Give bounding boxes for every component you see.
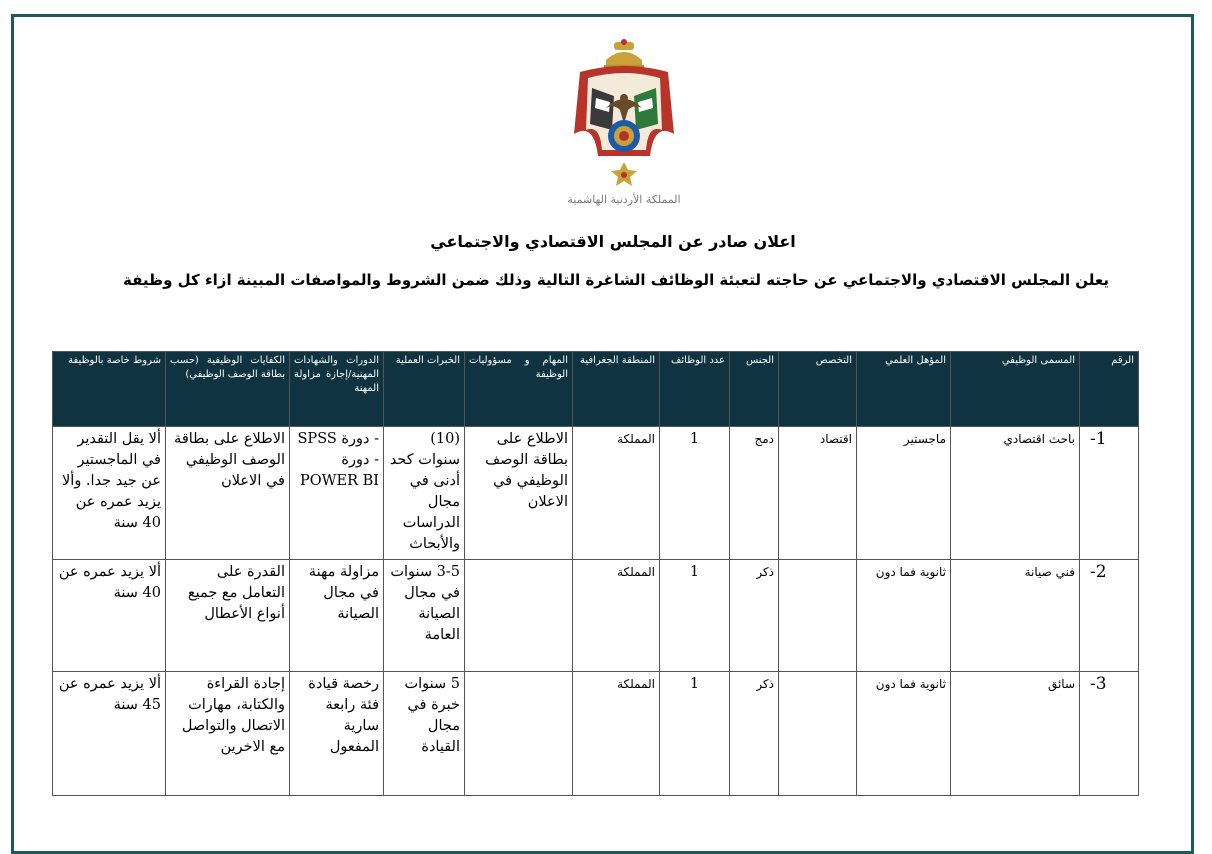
cell-competencies: القدرة على التعامل مع جميع أنواع الأعطال xyxy=(166,560,290,672)
table-row xyxy=(53,672,1139,796)
cell-conditions: ألا يقل التقدير في الماجستير عن جيد جدا. وألا يزيد عمره عن 40 سنة xyxy=(53,427,166,560)
cell-count: 1 xyxy=(660,672,730,796)
cell-experience: 3-5 سنوات في مجال الصيانة العامة xyxy=(384,560,465,672)
cell-count: 1 xyxy=(660,427,730,560)
cell-competencies: الاطلاع على بطاقة الوصف الوظيفي في الاعلان xyxy=(166,427,290,560)
cell-courses: - دورة SPSS - دورة POWER BI xyxy=(290,427,384,560)
cell-region: المملكة xyxy=(573,427,660,560)
header-number: الرقم xyxy=(1080,352,1139,427)
cell-gender: ذكر xyxy=(730,560,779,672)
cell-courses: مزاولة مهنة في مجال الصيانة xyxy=(290,560,384,672)
announcement-title xyxy=(0,232,1212,251)
cell-specialization xyxy=(779,560,857,672)
cell-number: 1- xyxy=(1080,427,1139,560)
emblem-caption: المملكة الأردنية الهاشمية xyxy=(567,193,681,206)
header-job-title: المسمى الوظيفي xyxy=(951,352,1080,427)
cell-courses: رخصة قيادة فئة رابعة سارية المفعول xyxy=(290,672,384,796)
cell-competencies: إجادة القراءة والكتابة، مهارات الاتصال والتواصل مع الاخرين xyxy=(166,672,290,796)
crown-icon xyxy=(604,39,644,70)
announcement-title-text: اعلان صادر عن المجلس الاقتصادي والاجتماعي xyxy=(430,232,796,251)
cell-region: المملكة xyxy=(573,672,660,796)
cell-experience: (10) سنوات كحد أدنى في مجال الدراسات والأبحاث xyxy=(384,427,465,560)
cell-qualification: ماجستير xyxy=(857,427,951,560)
header-qualification: المؤهل العلمي xyxy=(857,352,951,427)
jobs-table xyxy=(52,351,1139,796)
cell-number: 2- xyxy=(1080,560,1139,672)
table-row xyxy=(53,427,1139,560)
cell-job-title: باحث اقتصادي xyxy=(951,427,1080,560)
cell-specialization: اقتصاد xyxy=(779,427,857,560)
header-courses: الدورات والشهادات المهنية/إجازة مزاولة المهنة xyxy=(290,352,384,427)
cell-duties xyxy=(465,672,573,796)
cell-number: 3- xyxy=(1080,672,1139,796)
cell-conditions: ألا يزيد عمره عن 40 سنة xyxy=(53,560,166,672)
announcement-intro-text: يعلن المجلس الاقتصادي والاجتماعي عن حاجته لتعبئة الوظائف الشاغرة التالية وذلك ضمن الشروط والمواصفات المبينة ازاء كل وظيفة xyxy=(122,271,1110,289)
coat-of-arms-icon xyxy=(562,38,686,210)
cell-job-title: فني صيانة xyxy=(951,560,1080,672)
table-header-row xyxy=(53,352,1139,427)
header-specialization: التخصص xyxy=(779,352,857,427)
cell-qualification: ثانوية فما دون xyxy=(857,560,951,672)
cell-job-title: سائق xyxy=(951,672,1080,796)
cell-qualification: ثانوية فما دون xyxy=(857,672,951,796)
cell-gender: ذكر xyxy=(730,672,779,796)
header-count: عدد الوظائف xyxy=(660,352,730,427)
header-competencies: الكفايات الوظيفية (حسب بطاقة الوصف الوظيفي) xyxy=(166,352,290,427)
cell-specialization xyxy=(779,672,857,796)
cell-duties xyxy=(465,560,573,672)
cell-conditions: ألا يزيد عمره عن 45 سنة xyxy=(53,672,166,796)
header-experience: الخبرات العملية xyxy=(384,352,465,427)
cell-duties: الاطلاع على بطاقة الوصف الوظيفي في الاعلان xyxy=(465,427,573,560)
cell-region: المملكة xyxy=(573,560,660,672)
table-row xyxy=(53,560,1139,672)
cell-gender: دمج xyxy=(730,427,779,560)
shield-icon xyxy=(608,120,640,152)
header-region: المنطقة الجغرافية xyxy=(573,352,660,427)
cell-count: 1 xyxy=(660,560,730,672)
header-gender: الجنس xyxy=(730,352,779,427)
header-conditions: شروط خاصة بالوظيفة xyxy=(53,352,166,427)
cell-experience: 5 سنوات خبرة في مجال القيادة xyxy=(384,672,465,796)
announcement-intro xyxy=(0,271,1212,289)
medal-icon xyxy=(611,162,637,186)
header-duties: المهام و مسؤوليات الوظيفة xyxy=(465,352,573,427)
